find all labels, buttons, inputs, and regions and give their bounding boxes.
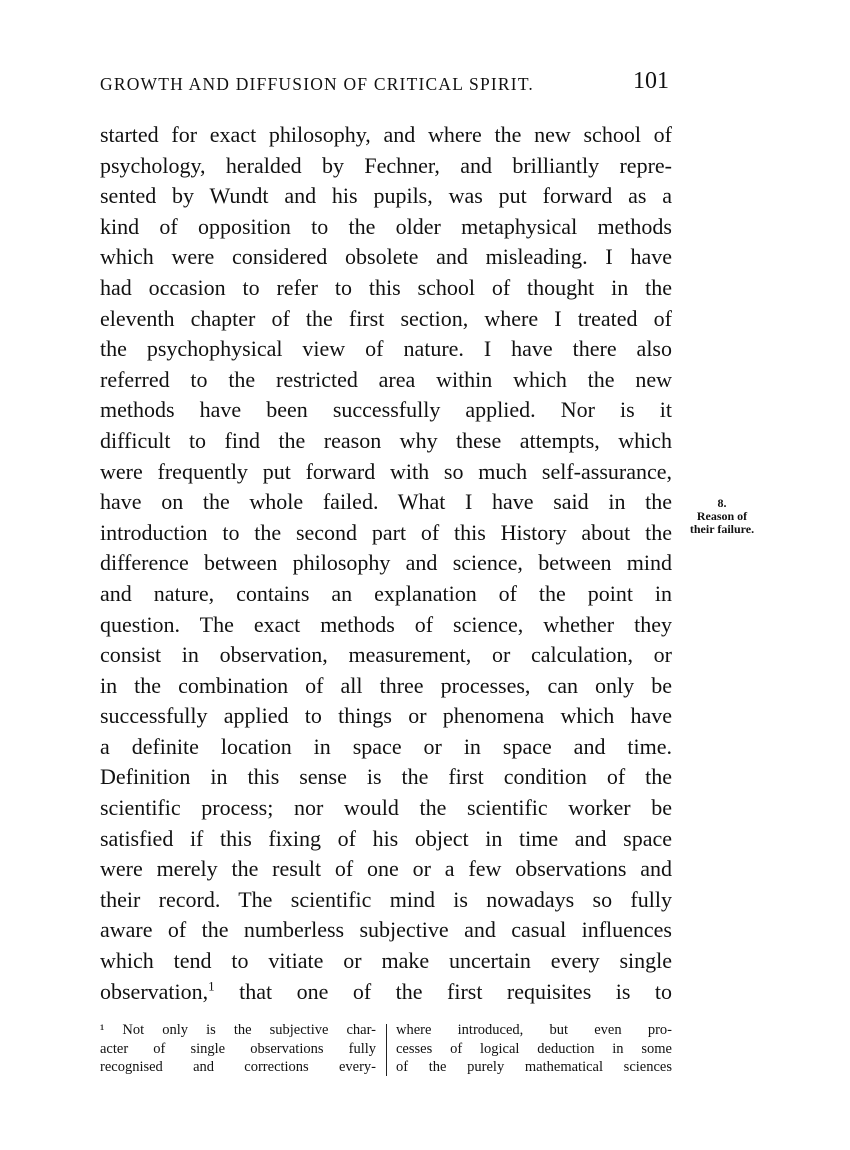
footnote-line: cesses of logical deduction in some: [396, 1040, 672, 1057]
footnote-line: of the purely mathematical sciences: [396, 1059, 672, 1075]
footnote-reference: 1: [208, 978, 215, 994]
body-line: sented by Wundt and his pupils, was put forward as a: [100, 183, 672, 209]
body-line: question. The exact methods of science, whether they: [100, 611, 672, 637]
marginal-note: [677, 497, 767, 536]
footnote-line: acter of single observations fully: [100, 1040, 376, 1057]
body-line: satisfied if this fixing of his object in time and space: [100, 825, 672, 851]
body-line: have on the whole failed. What I have said in the: [100, 489, 672, 515]
body-text: [100, 120, 672, 1007]
body-line: eleventh chapter of the first section, where I treated of: [100, 305, 672, 331]
body-line: successfully applied to things or phenomena which have: [100, 703, 672, 729]
footnote-column-divider: [386, 1024, 387, 1076]
running-title: GROWTH AND DIFFUSION OF CRITICAL SPIRIT.: [100, 74, 534, 94]
footnote-line: ¹ Not only is the subjective char-: [100, 1022, 376, 1038]
body-line: and nature, contains an explanation of the point in: [100, 580, 672, 606]
body-line: a definite location in space or in space and time.: [100, 733, 672, 759]
footnote-line: recognised and corrections every-: [100, 1059, 376, 1075]
body-line: their record. The scientific mind is nowadays so fully: [100, 886, 672, 912]
body-line: which tend to vitiate or make uncertain every single: [100, 948, 672, 974]
body-line: consist in observation, measurement, or calculation, or: [100, 642, 672, 668]
body-line: were frequently put forward with so much self-assurance,: [100, 458, 672, 484]
page-number: 101: [633, 68, 669, 94]
body-line: difficult to find the reason why these attempts, which: [100, 427, 672, 453]
body-line: in the combination of all three processes, can only be: [100, 672, 672, 698]
body-line: started for exact philosophy, and where the new school of: [100, 122, 672, 147]
body-line: psychology, heralded by Fechner, and brilliantly repre-: [100, 152, 672, 178]
footnote-left-column: [100, 1021, 376, 1077]
body-line: aware of the numberless subjective and casual influences: [100, 917, 672, 943]
body-line: kind of opposition to the older metaphysical methods: [100, 213, 672, 239]
marginal-note-line: their failure.: [689, 522, 755, 536]
body-line: introduction to the second part of this History about the: [100, 519, 672, 545]
marginal-note-number: 8.: [717, 496, 727, 510]
body-line: which were considered obsolete and misleading. I have: [100, 244, 672, 270]
body-line: difference between philosophy and science, between mind: [100, 550, 672, 576]
body-line: the psychophysical view of nature. I have there also: [100, 336, 672, 362]
body-line: Definition in this sense is the first condition of the: [100, 764, 672, 790]
footnote-line: where introduced, but even pro-: [396, 1022, 672, 1038]
body-line: scientific process; nor would the scientific worker be: [100, 795, 672, 821]
running-head: [100, 68, 700, 100]
body-line: had occasion to refer to this school of thought in the: [100, 274, 672, 300]
marginal-note-line: Reason of: [696, 509, 748, 523]
footnote-right-column: [396, 1021, 672, 1077]
last-line-end: that one of the first requisites is to: [214, 978, 672, 1004]
body-line-last: [100, 977, 672, 1008]
last-line-start: observation,: [100, 978, 209, 1004]
body-line: were merely the result of one or a few observations and: [100, 856, 672, 882]
body-line: referred to the restricted area within which the new: [100, 366, 672, 392]
body-line: methods have been successfully applied. Nor is it: [100, 397, 672, 423]
